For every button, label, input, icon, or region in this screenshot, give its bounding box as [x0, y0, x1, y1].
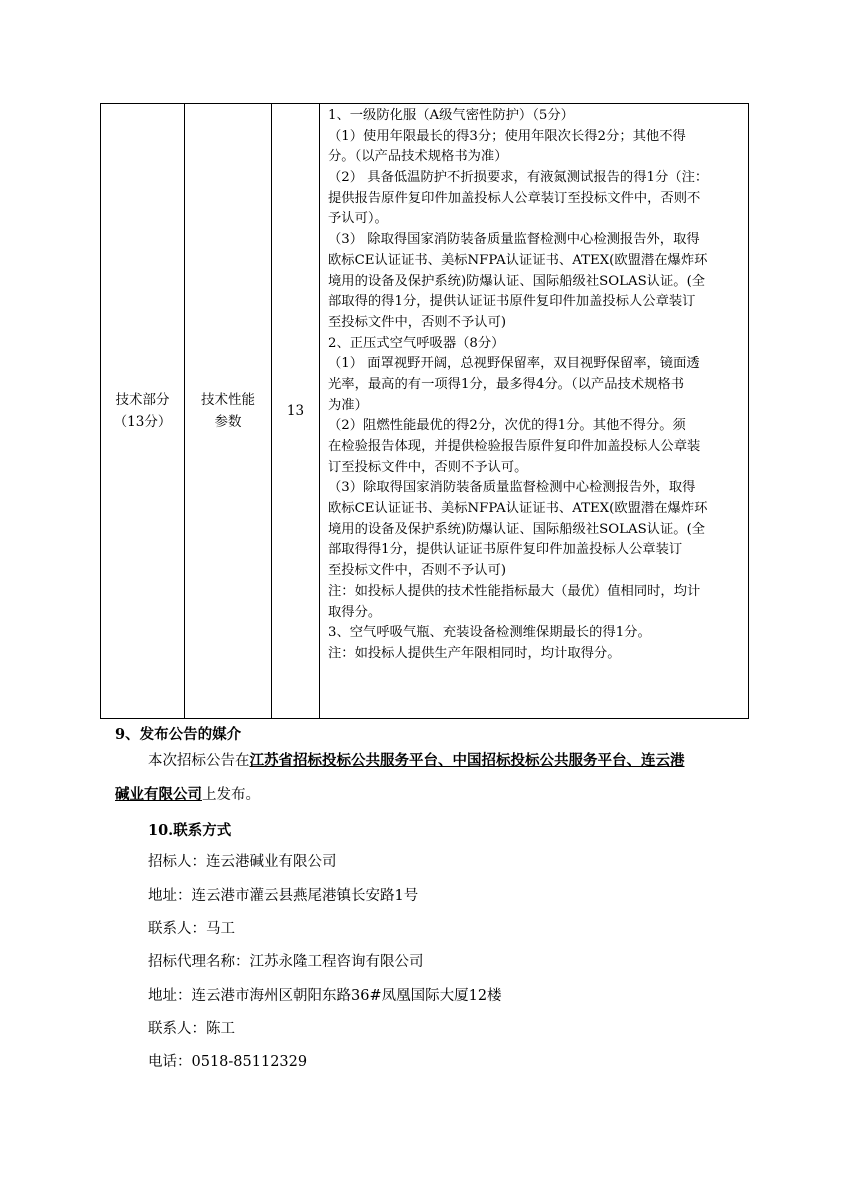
contact-line: 招标代理名称：江苏永隆工程咨询有限公司 — [148, 954, 424, 970]
item-label-line1: 技术性能 — [201, 392, 255, 408]
section10-heading: 10.联系方式 — [148, 822, 232, 839]
criteria-cell — [320, 104, 749, 719]
item-label-line2: 参数 — [214, 414, 242, 430]
criteria-line: （3）除取得国家消防装备质量监督检测中心检测报告外，取得 — [328, 480, 696, 496]
criteria-line: （1） 面罩视野开阔，总视野保留率，双目视野保留率，镜面透 — [328, 356, 700, 372]
criteria-line: （2） 具备低温防护不折损要求，有液氮测试报告的得1分（注： — [328, 170, 709, 186]
contact-line: 招标人：连云港碱业有限公司 — [148, 854, 337, 870]
criteria-line: 至投标文件中，否则不予认可) — [328, 563, 507, 579]
criteria-line: 在检验报告体现，并提供检验报告原件复印件加盖投标人公章装 — [328, 439, 701, 454]
criteria-line: 注：如投标人提供的技术性能指标最大（最优）值相同时，均计 — [328, 583, 701, 599]
contact-line: 联系人：马工 — [148, 921, 235, 937]
criteria-line: 欧标CE认证证书、美标NFPA认证证书、ATEX(欧盟潜在爆炸环 — [328, 501, 708, 517]
criteria-line: 予认可）。 — [328, 211, 388, 227]
criteria-line: （3） 除取得国家消防装备质量监督检测中心检测报告外，取得 — [328, 232, 700, 248]
points-cell: 13 — [272, 104, 320, 719]
section9-heading: 9、发布公告的媒介 — [115, 726, 242, 743]
contact-line: 联系人：陈工 — [148, 1021, 235, 1037]
category-cell — [101, 104, 185, 719]
criteria-line: 光率，最高的有一项得1分，最多得4分。（以产品技术规格书 — [328, 376, 684, 392]
section9-intro: 本次招标公告在 — [148, 753, 250, 769]
criteria-line: （1）使用年限最长的得3分；使用年限次长得2分；其他不得 — [328, 128, 686, 144]
criteria-line: 2、正压式空气呼吸器（8分） — [328, 335, 505, 351]
contact-line: 地址：连云港市海州区朝阳东路36#凤凰国际大厦12楼 — [148, 988, 502, 1004]
criteria-line: 取得分。 — [328, 604, 382, 620]
criteria-line: 1、一级防化服（A级气密性防护）（5分） — [328, 108, 574, 123]
criteria-line: 提供报告原件复印件加盖投标人公章装订至投标文件中，否则不 — [328, 190, 701, 206]
criteria-line: 注：如投标人提供生产年限相同时，均计取得分。 — [328, 645, 621, 661]
criteria-line: 分。（以产品技术规格书为准） — [328, 149, 508, 165]
criteria-line: 境用的设备及保护系统)防爆认证、国际船级社SOLAS认证。(全 — [328, 273, 706, 289]
item-cell — [185, 104, 272, 719]
scoring-table — [100, 103, 749, 719]
contact-line: 地址：连云港市灌云县燕尾港镇长安路1号 — [148, 888, 419, 904]
criteria-list — [328, 106, 742, 665]
criteria-line: 至投标文件中，否则不予认可) — [328, 314, 507, 330]
section9-paragraph-line2 — [115, 783, 260, 804]
contact-line: 电话：0518-85112329 — [148, 1054, 308, 1070]
criteria-line: 为准） — [328, 397, 368, 413]
criteria-line: 3、空气呼吸气瓶、充装设备检测维保期最长的得1分。 — [328, 625, 651, 641]
category-score: （13分） — [113, 414, 172, 430]
criteria-line: 部取得得1分，提供认证证书原件复印件加盖投标人公章装订 — [328, 542, 683, 558]
section9-platforms-line1: 江苏省招标投标公共服务平台、中国招标投标公共服务平台、连云港 — [249, 752, 685, 769]
section9-suffix: 上发布。 — [202, 787, 260, 803]
table-row — [101, 104, 749, 719]
criteria-line: 境用的设备及保护系统)防爆认证、国际船级社SOLAS认证。(全 — [328, 521, 706, 537]
section9-paragraph-line1 — [148, 749, 685, 770]
category-label: 技术部分 — [115, 392, 170, 408]
section9-platforms-line2: 碱业有限公司 — [115, 786, 202, 803]
criteria-line: 欧标CE认证证书、美标NFPA认证证书、ATEX(欧盟潜在爆炸环 — [328, 252, 708, 268]
criteria-line: 部取得的得1分，提供认证证书原件复印件加盖投标人公章装订 — [328, 294, 696, 310]
criteria-line: 订至投标文件中，否则不予认可。 — [328, 459, 528, 475]
criteria-line: （2）阻燃性能最优的得2分，次优的得1分。其他不得分。须 — [328, 418, 686, 434]
